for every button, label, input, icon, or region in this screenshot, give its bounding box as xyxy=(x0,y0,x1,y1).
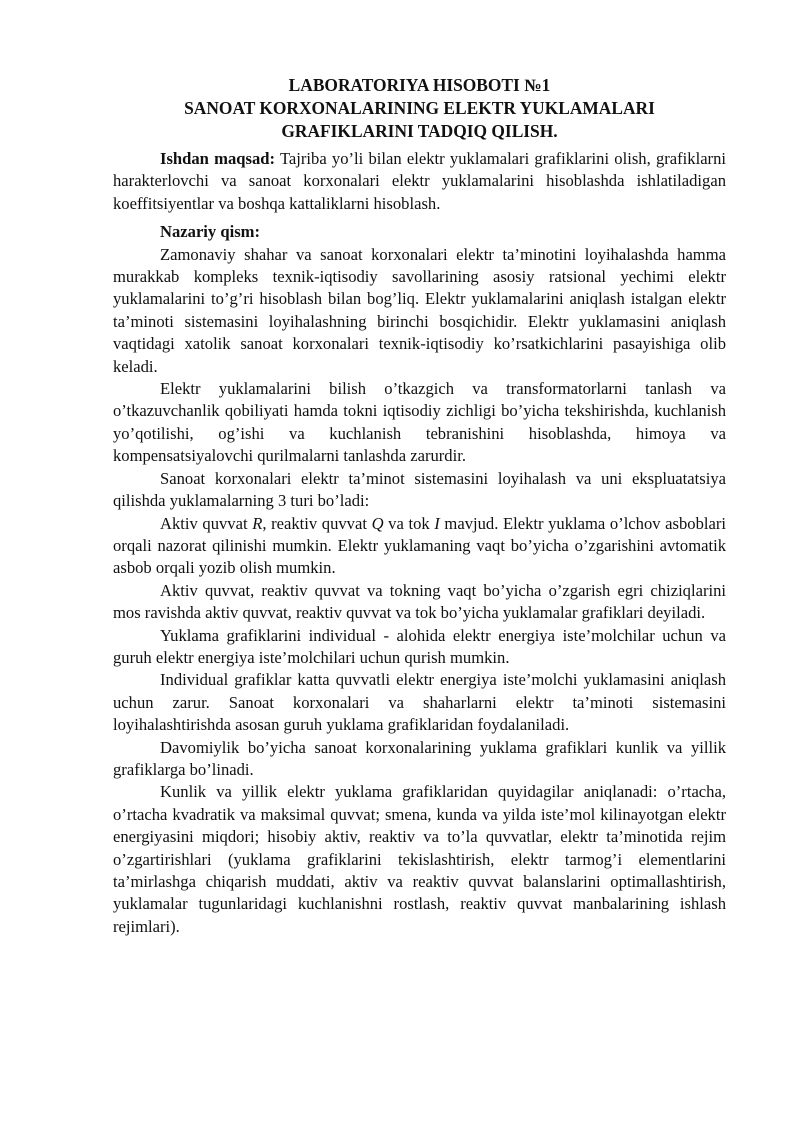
theory-paragraph-4 xyxy=(113,513,726,580)
symbol-reactive-power: Q xyxy=(371,513,384,533)
p4-part-b: , reaktiv quvvat xyxy=(262,513,372,533)
goal-text: Tajriba yo’li bilan elektr yuklamalari grafiklarini olish, grafiklarni harakterlovchi va sanoat korxonalari elektr yuklamalarini hisoblashda ishlatiladigan koeffitsiyentlar va boshqa kattaliklarni hisoblash. xyxy=(113,149,726,213)
goal-paragraph xyxy=(113,148,726,215)
symbol-active-power: R xyxy=(252,513,263,533)
p4-part-d: mavjud. Elektr yuklama o’lchov asboblari orqali nazorat qilinishi mumkin. Elektr yuklamaning vaqt bo’yicha o’zgarishini avtomatik asbob orqali yozib olish mumkin. xyxy=(113,513,727,578)
title-line-1: LABORATORIYA HISOBOTI №1 xyxy=(288,75,551,95)
document-page xyxy=(113,74,726,938)
theory-heading: Nazariy qism: xyxy=(160,222,261,242)
title-line-3: GRAFIKLARINI TADQIQ QILISH. xyxy=(281,121,558,141)
symbol-current: I xyxy=(434,513,440,533)
p4-part-a: Aktiv quvvat xyxy=(160,513,253,533)
theory-paragraph-9: Kunlik va yillik elektr yuklama grafiklaridan quyidagilar aniqlanadi: o’rtacha, o’rtacha kvadratik va maksimal quvvat; smena, kunda va yilda iste’mol kilinayotgan elektr energiyasini miqdori; hisobiy aktiv, reaktiv va to’la quvvatlar, elektr ta’minotida rejim o’zgartirishlari (yuklama grafiklarini tekislashtirish, elektr tarmog’i elementlarini ta’mirlashga chiqarish muddati, aktiv va reaktiv quvvat balanslarini optimallashtirish, yuklamalar tugunlaridagi kuchlanishni rostlash, reaktiv quvvat manbalarining ishlash rejimlari). xyxy=(113,782,726,936)
theory-paragraph-6: Yuklama grafiklarini individual - alohida elektr energiya iste’molchilar uchun va guruh elektr energiya iste’molchilari uchun qurish mumkin. xyxy=(113,625,726,667)
document-title xyxy=(113,74,726,143)
theory-paragraph-1: Zamonaviy shahar va sanoat korxonalari elektr ta’minotini loyihalashda hamma murakkab kompleks texnik-iqtisodiy savollarining asosiy ratsional yechimi elektr yuklamalarini to’g’ri hisoblash bilan bog’liq. Elektr yuklamalarini aniqlash istalgan elektr ta’minoti sistemasini loyihalashning birinchi bosqichidir. Elektr yuklamasini aniqlash vaqtidagi xatolik sanoat korxonalari texnik-iqtisodiy ko’rsatkichlarini pasayishiga olib keladi. xyxy=(113,244,726,376)
theory-paragraph-7: Individual grafiklar katta quvvatli elektr energiya iste’molchi yuklamasini aniqlash uchun zarur. Sanoat korxonalari va shaharlarni elektr ta’minoti sistemasini loyihalashtirishda asosan guruh yuklama grafiklaridan foydalaniladi. xyxy=(113,670,726,735)
theory-paragraph-8: Davomiylik bo’yicha sanoat korxonalarining yuklama grafiklari kunlik va yillik grafiklarga bo’linadi. xyxy=(113,737,726,779)
theory-paragraph-5: Aktiv quvvat, reaktiv quvvat va tokning vaqt bo’yicha o’zgarish egri chiziqlarini mos ravishda aktiv quvvat, reaktiv quvvat va tok bo’yicha yuklamalar grafiklari deyiladi. xyxy=(113,580,726,623)
title-line-2: SANOAT KORXONALARINING ELEKTR YUKLAMALARI xyxy=(184,98,655,118)
theory-paragraph-3: Sanoat korxonalari elektr ta’minot sistemasini loyihalash va uni ekspluatatsiya qilishda yuklamalarning 3 turi bo’ladi: xyxy=(113,468,726,511)
goal-label: Ishdan maqsad: xyxy=(160,149,275,168)
theory-paragraph-2: Elektr yuklamalarini bilish o’tkazgich va transformatorlarni tanlash va o’tkazuvchanlik qobiliyati hamda tokni iqtisodiy zichligi bo’yicha tekshirishda, kuchlanish yo’qotilishi, og’ishi va kuchlanish tebranishini hisoblashda, himoya va kompensatsiyalovchi qurilmalarni tanlashda zarurdir. xyxy=(113,379,726,466)
p4-part-c: va tok xyxy=(383,513,435,533)
